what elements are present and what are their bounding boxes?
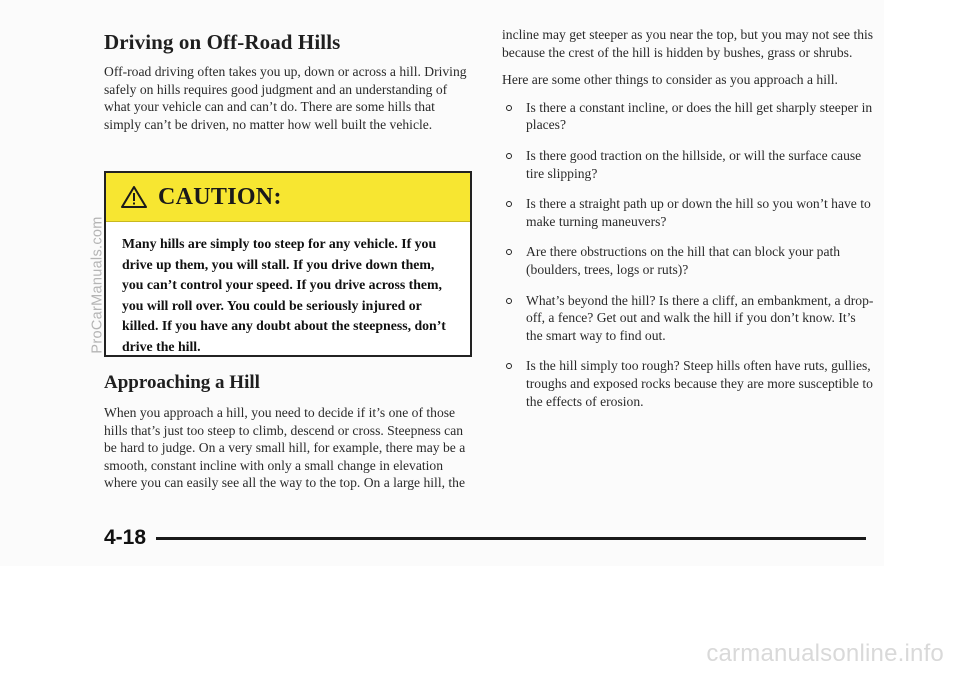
caution-box — [104, 171, 472, 357]
caution-title: CAUTION: — [158, 183, 282, 210]
consideration-list — [502, 99, 874, 410]
bullet-icon — [506, 153, 512, 159]
bottom-watermark: carmanualsonline.info — [706, 640, 944, 667]
list-item — [502, 147, 874, 182]
list-item — [502, 99, 874, 134]
left-column — [104, 30, 474, 143]
list-item — [502, 357, 874, 410]
continuation-paragraph: incline may get steeper as you near the top, but you may not see this because the crest of the hill is hidden by bushes, grass or shrubs. — [502, 27, 874, 60]
footer-rule — [156, 537, 866, 540]
warning-triangle-icon — [120, 185, 148, 209]
bullet-icon — [506, 249, 512, 255]
approach-section — [104, 372, 474, 502]
list-item-text: Is the hill simply too rough? Steep hills often have ruts, gullies, troughs and exposed rocks because they are more susceptible to the effects of erosion. — [526, 358, 873, 409]
list-item — [502, 292, 874, 345]
page-footer — [104, 523, 866, 553]
list-item-text: What’s beyond the hill? Is there a cliff, an embankment, a drop-off, a fence? Get out and walk the hill if you don’t know. It’s the smart way to find out. — [526, 292, 874, 343]
page-number: 4-18 — [104, 526, 147, 549]
bullet-icon — [506, 201, 512, 207]
side-watermark — [88, 200, 108, 370]
section-title: Driving on Off-Road Hills — [104, 30, 341, 54]
side-watermark-text: ProCarManuals.com — [90, 216, 107, 354]
list-item-text: Is there good traction on the hillside, or will the surface cause tire slipping? — [526, 147, 862, 181]
list-item — [502, 243, 874, 278]
intro-paragraph: Off-road driving often takes you up, down or across a hill. Driving safely on hills requires good judgment and an understanding of what your vehicle can and can’t do. There are some hills that simply can’t be driven, no matter how well built the vehicle. — [104, 64, 467, 132]
list-item-text: Is there a constant incline, or does the hill get sharply steeper in places? — [526, 99, 873, 133]
caution-header — [106, 173, 470, 222]
bullet-icon — [506, 105, 512, 111]
list-item-text: Is there a straight path up or down the hill so you won’t have to make turning maneuvers? — [526, 196, 871, 229]
right-column — [502, 26, 874, 423]
caution-text: Many hills are simply too steep for any vehicle. If you drive up them, you will stall. If you drive down them, you can’t control your speed. If you drive across them, you will roll over. You could be seriously injured or killed. If you have any doubt about the steepness, don’t drive the hill. — [122, 236, 446, 354]
list-item-text: Are there obstructions on the hill that can block your path (boulders, trees, logs or ruts)? — [526, 244, 841, 277]
bullet-icon — [506, 363, 512, 369]
subsection-title: Approaching a Hill — [104, 372, 260, 393]
list-item — [502, 195, 874, 230]
lead-in-paragraph: Here are some other things to consider as you approach a hill. — [502, 72, 838, 88]
bullet-icon — [506, 298, 512, 304]
approach-paragraph: When you approach a hill, you need to decide if it’s one of those hills that’s just too steep to climb, descend or cross. Steepness can be hard to judge. On a very small hill, for example, there may be a smooth, constant incline with only a small change in elevation where you can easily see all the way to the top. On a large hill, the — [104, 405, 466, 491]
